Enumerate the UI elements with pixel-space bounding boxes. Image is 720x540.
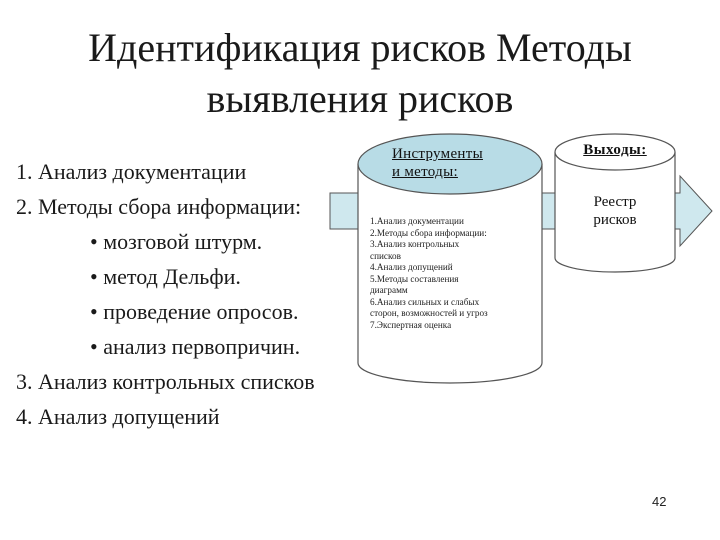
tools-item: 1.Анализ документации (370, 216, 464, 226)
tools-list (370, 216, 542, 331)
list-item: 4. Анализ допущений (16, 404, 220, 429)
list-item: • метод Дельфи. (90, 264, 241, 289)
tools-item: 4.Анализ допущений (370, 262, 453, 272)
outputs-body (560, 193, 670, 229)
list-item: 2. Методы сбора информации: (16, 194, 302, 219)
tools-item: 5.Методы составления (370, 273, 459, 284)
page-number: 42 (652, 494, 667, 509)
outputs-body-line-2: рисков (593, 212, 637, 228)
tools-item: сторон, возможностей и угроз (370, 308, 488, 318)
tools-item: 3.Анализ контрольных (370, 239, 460, 249)
outputs-body-line-1: Реестр (593, 194, 637, 210)
tools-item: 6.Анализ сильных и слабых (370, 296, 480, 307)
title-line-1: Идентификация рисков Методы (88, 25, 632, 70)
tools-item: диаграмм (370, 285, 408, 295)
tools-heading-line-2: и методы: (392, 164, 458, 180)
list-item: • проведение опросов. (90, 299, 299, 324)
methods-list (16, 154, 315, 434)
list-item: 1. Анализ документации (16, 159, 247, 184)
tools-heading-line-1: Инструменты (392, 146, 483, 162)
outputs-heading: Выходы: (583, 142, 647, 158)
tools-item: списков (370, 250, 401, 261)
tools-heading (392, 145, 522, 181)
list-item: 3. Анализ контрольных списков (16, 369, 315, 394)
title-line-2: выявления рисков (206, 76, 514, 121)
list-item: • анализ первопричин. (90, 334, 301, 359)
tools-item: 7.Экспертная оценка (370, 319, 452, 330)
list-item: • мозговой штурм. (90, 229, 263, 254)
tools-item: 2.Методы сбора информации: (370, 227, 487, 238)
